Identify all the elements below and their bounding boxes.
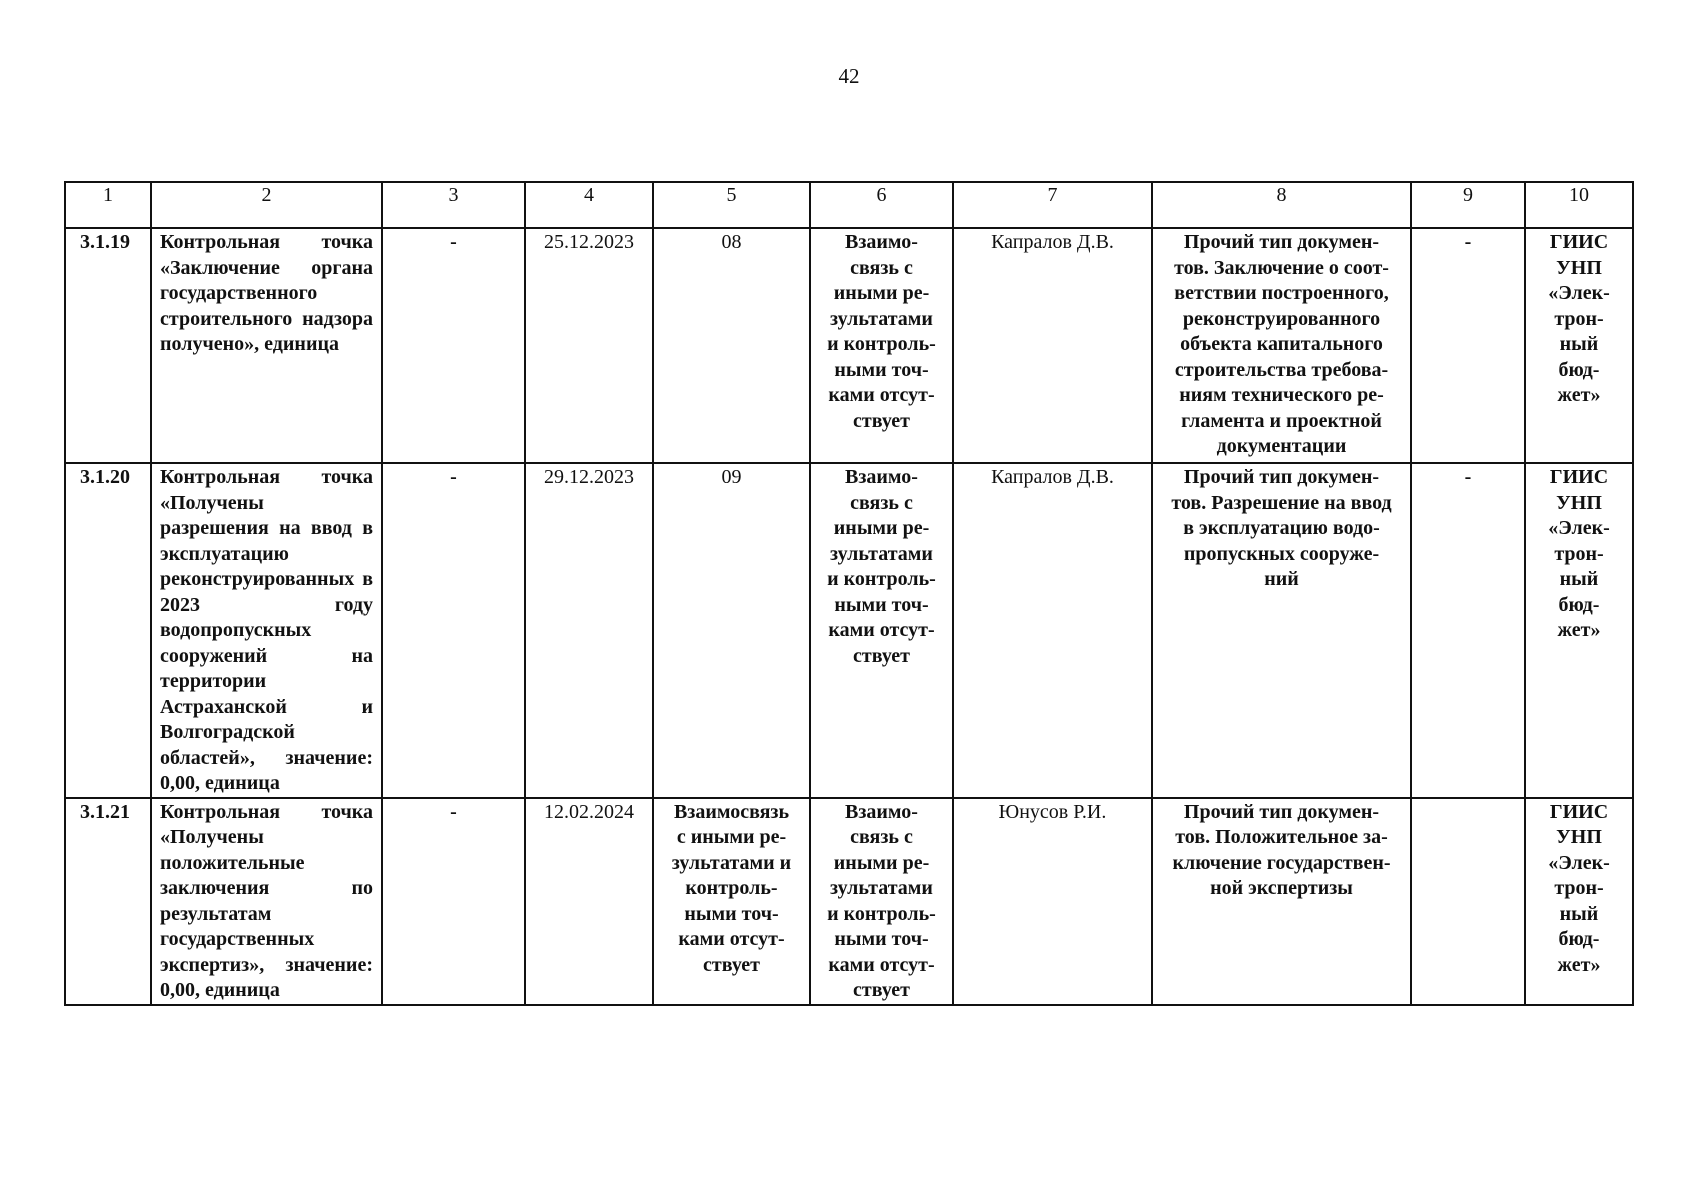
column-5-text: 08 [721,231,742,253]
column-9-value: - [1411,228,1525,463]
column-9-value [1411,798,1525,1005]
system-cell [1525,798,1633,1005]
column-5-value [653,228,810,463]
header-cell: 7 [953,182,1152,228]
column-5-value [653,798,810,1005]
relation-cell [810,228,953,463]
page-number: 42 [838,64,860,88]
document-type-cell [1152,228,1411,463]
system-text: ГИИС УНП «Элек- трон- ный бюд- жет» [1548,800,1610,976]
due-date: 29.12.2023 [525,463,653,798]
header-cell: 4 [525,182,653,228]
document-type-cell [1152,463,1411,798]
table-header-row [65,182,1633,228]
system-text: ГИИС УНП «Элек- трон- ный бюд- жет» [1548,231,1610,406]
control-point-name: Контрольная точка «Получены разрешения на ввод в эксплуатацию реконструированных в 2023 году водопропускных сооружений на территории Астраханской и Волгоградской областей», значение: 0,00, единица [151,463,382,798]
responsible-person: Капралов Д.В. [953,463,1152,798]
system-text: ГИИС УНП «Элек- трон- ный бюд- жет» [1548,466,1610,641]
row-number: 3.1.21 [65,798,151,1005]
relation-text: Взаимо- связь с иными ре- зультатами и контроль- ными точ- ками отсут- ствует [827,466,936,667]
header-cell: 9 [1411,182,1525,228]
table-row [65,463,1633,798]
due-date: 25.12.2023 [525,228,653,463]
row-number: 3.1.20 [65,463,151,798]
due-date: 12.02.2024 [525,798,653,1005]
column-3-value: - [382,463,525,798]
document-type-text: Прочий тип докумен- тов. Разрешение на ввод в эксплуатацию водо- пропускных сооруже- ний [1171,466,1392,590]
header-cell: 6 [810,182,953,228]
system-cell [1525,463,1633,798]
column-5-text: 09 [721,466,742,488]
header-cell: 10 [1525,182,1633,228]
row-number: 3.1.19 [65,228,151,463]
header-cell: 8 [1152,182,1411,228]
relation-cell [810,463,953,798]
relation-text: Взаимо- связь с иными ре- зультатами и контроль- ными точ- ками отсут- ствует [827,231,936,432]
column-5-value [653,463,810,798]
relation-text: Взаимо- связь с иными ре- зультатами и контроль- ными точ- ками отсут- ствует [827,800,936,1001]
responsible-person: Юнусов Р.И. [953,798,1152,1005]
header-cell: 1 [65,182,151,228]
column-3-value: - [382,228,525,463]
header-cell: 2 [151,182,382,228]
table-row [65,228,1633,463]
document-type-text: Прочий тип докумен- тов. Положительное за- ключение государствен- ной экспертизы [1172,800,1391,899]
responsible-person: Капралов Д.В. [953,228,1152,463]
document-table [64,181,1634,1006]
header-cell: 5 [653,182,810,228]
document-type-cell [1152,798,1411,1005]
column-5-text: Взаимосвязь с иными ре- зультатами и контроль- ными точ- ками отсут- ствует [671,800,792,976]
relation-cell [810,798,953,1005]
column-3-value: - [382,798,525,1005]
system-cell [1525,228,1633,463]
table-row [65,798,1633,1005]
column-9-value: - [1411,463,1525,798]
document-type-text: Прочий тип докумен- тов. Заключение о соот- ветствии построенного, реконструированного объекта капитального строительства требова- ниям технического ре- гламента и проектной документации [1174,231,1389,457]
header-cell: 3 [382,182,525,228]
control-point-name: Контрольная точка «Получены положительные заключения по результатам государственных экспертиз», значение: 0,00, единица [151,798,382,1005]
control-point-name: Контрольная точка «Заключение органа государственного строительного надзора получено», единица [151,228,382,463]
